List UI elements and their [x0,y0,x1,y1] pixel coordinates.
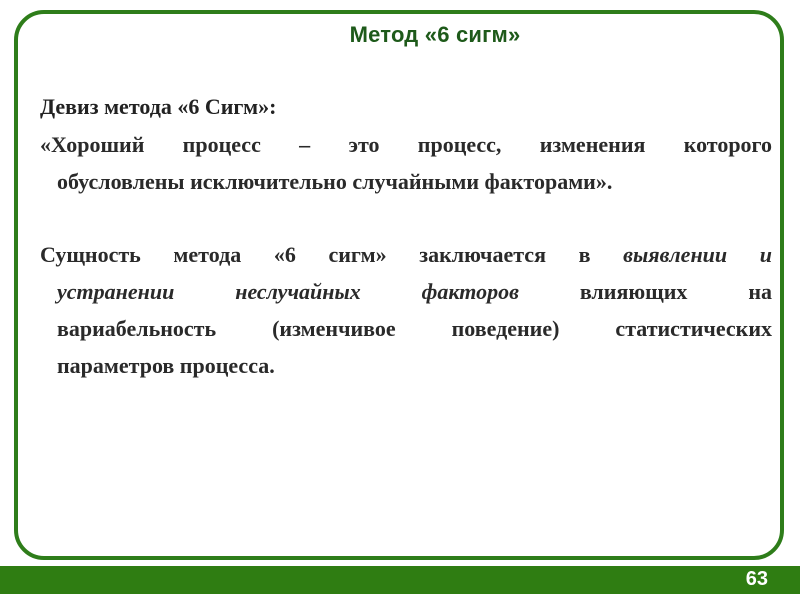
essence-paragraph [40,236,772,384]
motto-line-2: обусловлены исключительно случайными факторами». [57,169,613,194]
motto-heading: Девиз метода «6 Сигм»: [40,94,277,119]
slide-title: Метод «6 сигм» [349,22,521,47]
essence-line-2 [40,273,772,310]
motto-line-1: «Хороший процесс – это процесс, изменения которого [40,132,772,157]
essence-line-3: вариабельность (изменчивое поведение) статистических [57,316,772,341]
essence-line-1 [40,236,772,273]
essence-line-1-text: Сущность метода «6 сигм» заключается в [40,242,624,267]
essence-line-4: параметров процесса. [57,353,275,378]
footer-bar [0,566,800,594]
essence-emphasis-1: выявлении и [623,242,773,267]
essence-line-2-text: влияющих на [518,279,773,304]
essence-emphasis-2: устранении неслучайных факторов [57,279,519,304]
page-number: 63 [745,568,768,590]
motto-paragraph [40,126,772,200]
